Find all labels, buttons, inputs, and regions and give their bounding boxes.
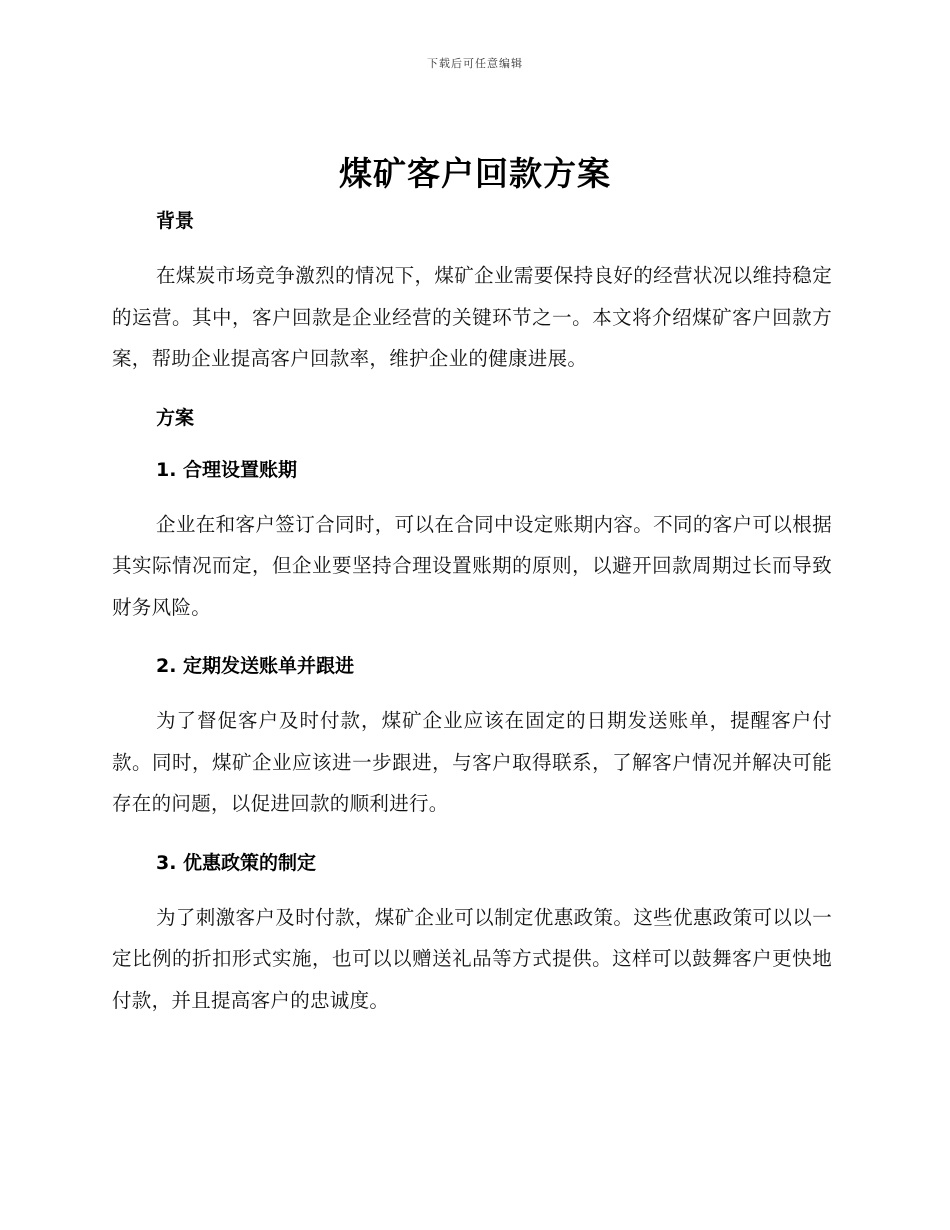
subheading-item-1: 1. 合理设置账期 bbox=[156, 458, 298, 481]
document-title: 煤矿客户回款方案 bbox=[339, 154, 611, 193]
subheading-item-2: 2. 定期发送账单并跟进 bbox=[156, 655, 355, 677]
paragraph-background: 在煤炭市场竞争激烈的情况下，煤矿企业需要保持良好的经营状况以维持稳定的运营。其中，客户回款是企业经营的关键环节之一。本文将介绍煤矿客户回款方案，帮助企业提高客户回款率，维护企业的健康进展。 bbox=[112, 264, 832, 370]
paragraph-item-3: 为了刺激客户及时付款，煤矿企业可以制定优惠政策。这些优惠政策可以以一定比例的折扣形式实施，也可以以赠送礼品等方式提供。这样可以鼓舞客户更快地付款，并且提高客户的忠诚度。 bbox=[112, 905, 832, 1012]
paragraph-item-2: 为了督促客户及时付款，煤矿企业应该在固定的日期发送账单，提醒客户付款。同时，煤矿企业应该进一步跟进，与客户取得联系，了解客户情况并解决可能存在的问题，以促进回款的顺利进行。 bbox=[112, 709, 832, 815]
paragraph-item-1: 企业在和客户签订合同时，可以在合同中设定账期内容。不同的客户可以根据其实际情况而定，但企业要坚持合理设置账期的原则，以避开回款周期过长而导致财务风险。 bbox=[112, 512, 832, 619]
header-note: 下载后可任意编辑 bbox=[427, 57, 523, 70]
section-heading-plan: 方案 bbox=[156, 406, 195, 429]
subheading-item-3: 3. 优惠政策的制定 bbox=[156, 851, 317, 874]
section-heading-background: 背景 bbox=[156, 210, 195, 232]
document-body bbox=[112, 205, 832, 1021]
